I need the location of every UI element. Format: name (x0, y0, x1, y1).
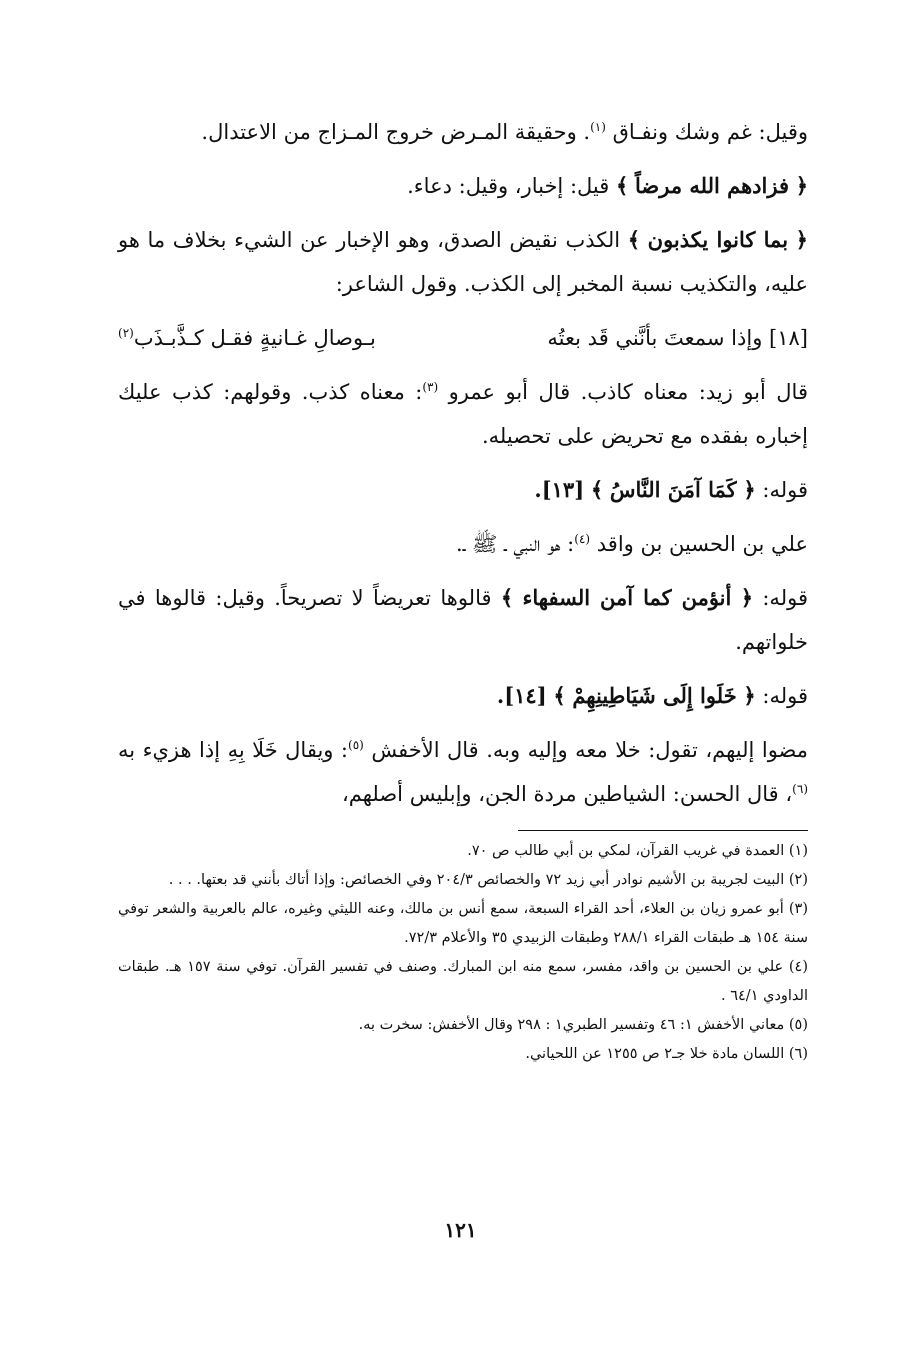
ayah-number: [١٣]. (534, 477, 585, 502)
qawluhu-label: قوله: (762, 478, 808, 502)
footnote-2 (118, 866, 808, 895)
footnote-number: (١) (788, 843, 808, 859)
page-body (118, 110, 808, 1069)
qawluhu-label: قوله: (762, 586, 808, 610)
p4-text-2: : معناه كذب. وقولهم: كذب عليك إخباره بفقده مع تحريض على تحصيله. (118, 380, 808, 448)
paragraph-7 (118, 576, 808, 664)
footnote-text: أبو عمرو زيان بن العلاء، أحد القراء السبعة، سمع أنس بن مالك، وعنه الليثي وغيره، عالم بالعربية والشعر توفي سنة ١٥٤ هـ طبقات القراء ٢٨٨/١ وطبقات الزبيدي ٣٥ والأعلام ٧٢/٣. (118, 901, 808, 946)
footnote-ref-5[interactable]: (٥) (348, 738, 364, 752)
footnote-number: (٢) (788, 872, 808, 888)
paragraph-9 (118, 728, 808, 816)
poetry-verse (118, 316, 808, 360)
footnote-rule (518, 830, 808, 831)
footnote-text: البيت لجريبة بن الأشيم نوادر أبي زيد ٧٢ والخصائص ٢٠٤/٣ وفي الخصائص: وإذا أتاك بأنني قد بعتها. . . . (168, 872, 785, 888)
footnote-ref-4[interactable]: (٤) (574, 532, 591, 546)
p3-text: الكذب نقيض الصدق، وهو الإخبار عن الشيء بخلاف ما هو عليه، والتكذيب نسبة المخبر إلى الكذب. وقول الشاعر: (118, 228, 808, 296)
brace-close: ﴾ (553, 683, 566, 708)
p1-text-line2: الاعتدال. (201, 120, 277, 144)
footnote-number: (٤) (788, 959, 809, 975)
brace-open: ﴿ (795, 173, 808, 198)
verse-second-half (118, 316, 376, 360)
p9-text-2: : ويقال خَلَا بِهِ إذا هزيء به (118, 738, 349, 762)
paragraph-6 (118, 522, 808, 566)
quran-quote: خَلَوا إِلَى شَيَاطِينِهِمْ (572, 683, 737, 708)
footnote-text: العمدة في غريب القرآن، لمكي بن أبي طالب ص ٧٠. (467, 843, 785, 859)
paragraph-5 (118, 468, 808, 512)
brace-open: ﴿ (743, 477, 756, 502)
quran-quote: فزادهم الله مرضاً (635, 173, 789, 198)
paragraph-2 (118, 164, 808, 208)
footnote-ref-3[interactable]: (٣) (422, 380, 439, 394)
footnote-4 (118, 953, 808, 1011)
main-text (118, 110, 808, 816)
p9-text-1: مضوا إليهم، تقول: خلا معه وإليه وبه. قال الأخفش (371, 738, 808, 762)
brace-close: ﴾ (627, 227, 641, 252)
qawluhu-label: قوله: (762, 684, 808, 708)
quran-quote: أنؤمن كما آمن السفهاء (522, 585, 732, 610)
footnote-6 (118, 1040, 808, 1069)
paragraph-1 (118, 110, 808, 154)
brace-open: ﴿ (795, 227, 808, 252)
brace-close: ﴾ (590, 477, 604, 502)
brace-close: ﴾ (500, 585, 514, 610)
quran-quote: بما كانوا يكذبون (647, 227, 789, 252)
p1-text-end: . وحقيقة المـرض خروج المـزاج من (283, 120, 591, 144)
footnote-ref-6[interactable]: (٦) (792, 782, 808, 796)
p6-text-2: : هو النبي ـ ﷺ ـ. (456, 532, 575, 556)
brace-open: ﴿ (743, 683, 756, 708)
p7-text: قالوها تعريضاً لا تصريحاً. وقيل: قالوها في خلواتهم. (118, 586, 808, 654)
footnote-text: اللسان مادة خلا جـ٢ ص ١٢٥٥ عن اللحياني. (525, 1046, 785, 1062)
p2-text: قيل: إخبار، وقيل: دعاء. (407, 174, 610, 198)
footnote-number: (٣) (788, 901, 808, 917)
brace-open: ﴿ (740, 585, 754, 610)
footnote-text: معاني الأخفش ١: ٤٦ وتفسير الطبري١ : ٢٩٨ وقال الأخفش: سخرت به. (358, 1017, 785, 1033)
paragraph-3 (118, 218, 808, 306)
verse-hemistich-1: وإذا سمعتَ بأنَّني قَد بعتُه (547, 326, 763, 350)
verse-hemistich-2: بـوصالِ غـانيةٍ فقـل كـذَّبـذَب (133, 326, 376, 350)
footnote-ref-2[interactable]: (٢) (118, 326, 134, 340)
footnote-ref-1[interactable]: (١) (590, 120, 606, 134)
ayah-number: [١٤]. (496, 683, 547, 708)
verse-first-half (547, 316, 808, 360)
paragraph-4 (118, 370, 808, 458)
footnote-3 (118, 895, 808, 953)
brace-close: ﴾ (616, 173, 629, 198)
footnotes (118, 837, 808, 1069)
quran-quote: كَمَا آمَنَ النَّاسُ (609, 477, 737, 502)
footnote-5 (118, 1011, 808, 1040)
p4-text-1: قال أبو زيد: معناه كاذب. قال أبو عمرو (448, 380, 808, 404)
footnote-1 (118, 837, 808, 866)
p1-text-start: وقيل: غم وشك ونفـاق (612, 120, 808, 144)
paragraph-8 (118, 674, 808, 718)
footnote-number: (٦) (788, 1046, 808, 1062)
verse-number: [١٨] (769, 326, 808, 350)
footnote-number: (٥) (788, 1017, 808, 1033)
footnote-separator (118, 830, 808, 831)
footnote-text: علي بن الحسين بن واقد، مفسر، سمع منه ابن المبارك. وصنف في تفسير القرآن. توفي سنة ١٥٧ هـ. طبقات الداودي ٦٤/١ . (118, 959, 808, 1004)
p6-text-1: علي بن الحسين بن واقد (596, 532, 808, 556)
page-number: ١٢١ (444, 1218, 477, 1242)
p9-text-3: ، قال الحسن: الشياطين مردة الجن، وإبليس أصلهم، (341, 782, 793, 806)
